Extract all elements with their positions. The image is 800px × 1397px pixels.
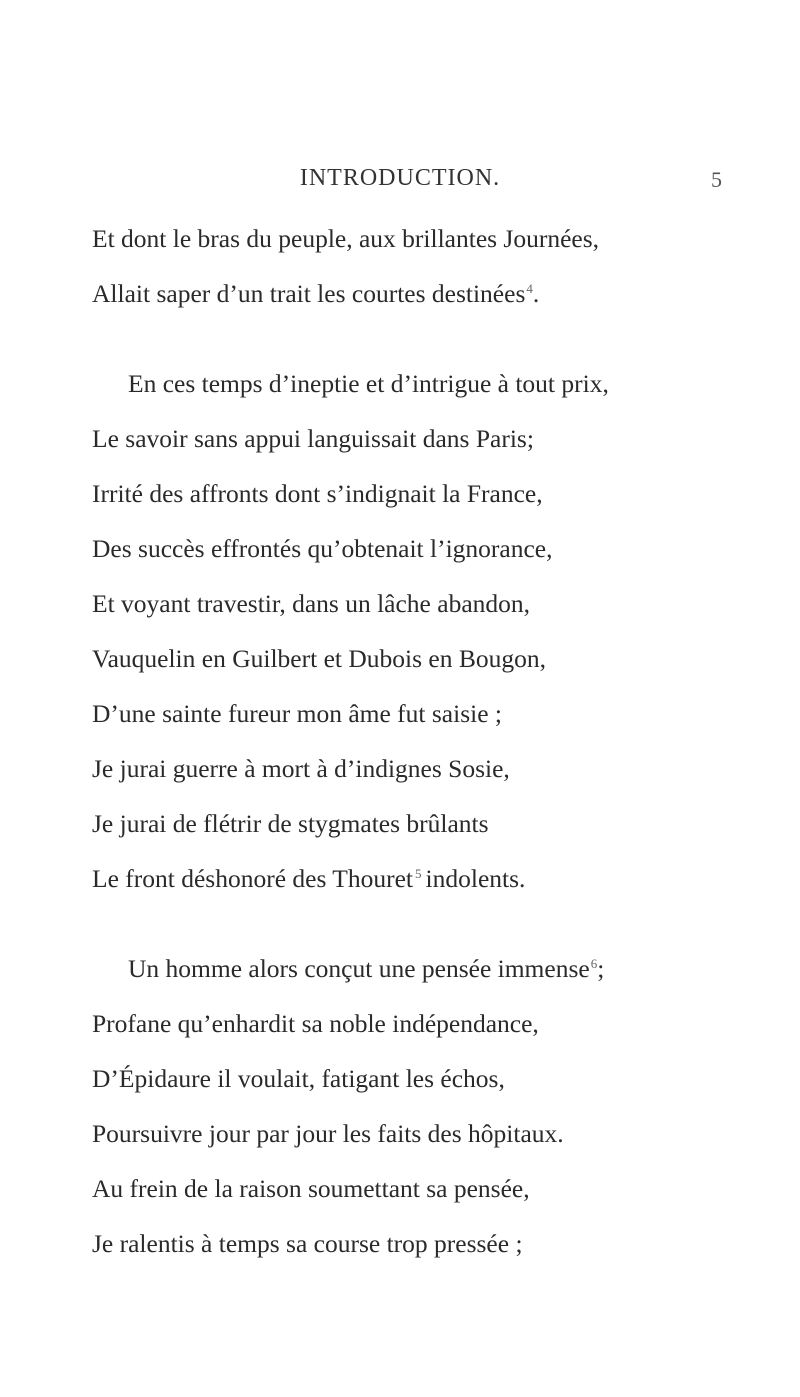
verse-text: Je jurai de flétrir de stygmates brûlants <box>92 809 489 838</box>
verse-text-end: ; <box>597 954 605 983</box>
verse-line <box>92 644 800 674</box>
verse-text: Au frein de la raison soumettant sa pensée, <box>92 1174 530 1203</box>
footnote-ref: 5 <box>415 865 422 881</box>
verse-text: Le savoir sans appui languissait dans Paris; <box>92 424 534 453</box>
verse-text: Et voyant travestir, dans un lâche abandon, <box>92 589 531 618</box>
verse-text: Je ralentis à temps sa course trop pressée ; <box>92 1229 523 1258</box>
verse-text: Irrité des affronts dont s’indignait la France, <box>92 479 543 508</box>
verse-line <box>92 1009 800 1039</box>
verse-text: Poursuivre jour par jour les faits des hôpitaux. <box>92 1119 564 1148</box>
footnote-ref: 4 <box>526 280 533 296</box>
verse-text: D’Épidaure il voulait, fatigant les échos, <box>92 1064 505 1093</box>
verse-text-end: . <box>532 279 540 308</box>
verse-line <box>92 1119 800 1149</box>
verse-line <box>128 369 800 399</box>
verse-line <box>92 809 800 839</box>
verse-text: Allait saper d’un trait les courtes destinées <box>92 279 526 308</box>
running-title: INTRODUCTION. <box>299 165 501 191</box>
verse-text: Vauquelin en Guilbert et Dubois en Bougon, <box>92 644 546 673</box>
verse-text-end: indolents. <box>425 864 526 893</box>
verse-text: Des succès effrontés qu’obtenait l’ignorance, <box>92 534 553 563</box>
verse-line <box>92 479 800 509</box>
verse-line <box>92 754 800 784</box>
verse-line <box>92 1174 800 1204</box>
verse-line <box>92 424 800 454</box>
verse-line <box>92 1064 800 1094</box>
verse-text: Et dont le bras du peuple, aux brillantes Journées, <box>92 224 600 253</box>
verse-text: En ces temps d’ineptie et d’intrigue à tout prix, <box>128 369 609 398</box>
footnote-ref: 6 <box>590 955 598 971</box>
verse-line <box>92 699 800 729</box>
verse-line <box>92 279 800 309</box>
verse-line <box>92 864 800 894</box>
verse-text: D’une sainte fureur mon âme fut saisie ; <box>92 699 502 728</box>
verse-text: Je jurai guerre à mort à d’indignes Sosie, <box>92 754 510 783</box>
verse-line <box>92 589 800 619</box>
page-header <box>0 165 800 205</box>
verse-line <box>92 1229 800 1259</box>
verse-line <box>128 954 800 984</box>
verse-line <box>92 534 800 564</box>
verse-text: Un homme alors conçut une pensée immense <box>128 954 590 983</box>
verse-line <box>92 224 800 254</box>
verse-text: Profane qu’enhardit sa noble indépendance, <box>92 1009 539 1038</box>
verse-text: Le front déshonoré des Thouret <box>92 864 414 893</box>
page-number: 5 <box>711 167 722 192</box>
